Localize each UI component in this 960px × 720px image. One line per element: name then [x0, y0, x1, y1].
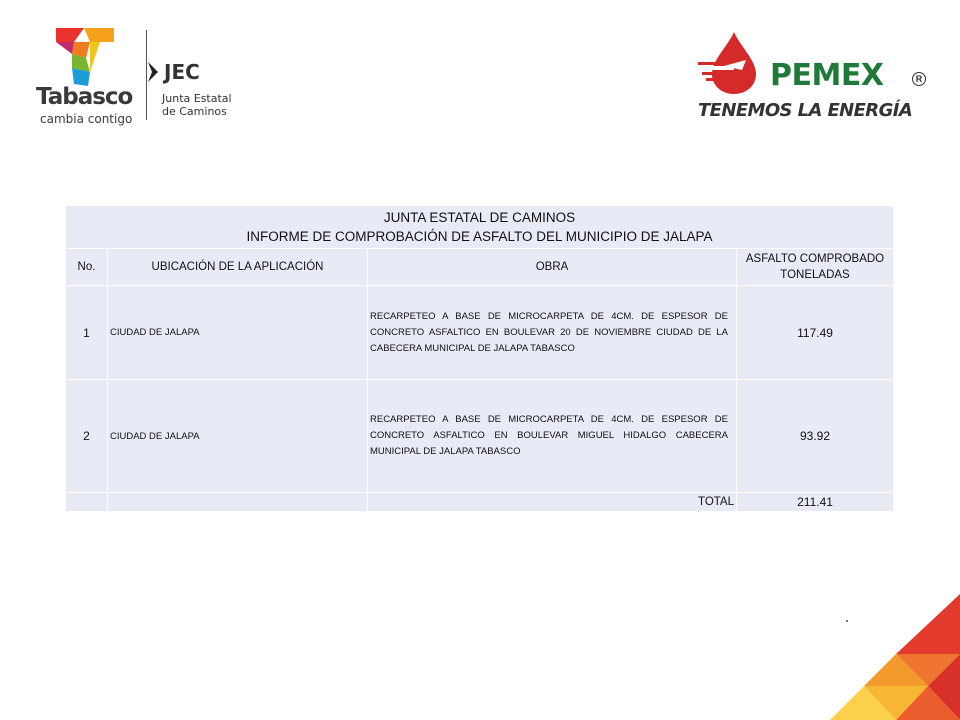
total-row — [66, 493, 894, 512]
jec-fullname — [162, 92, 232, 118]
header-ubicacion: UBICACIÓN DE LA APLICACIÓN — [108, 249, 368, 286]
empty-cell — [66, 493, 108, 512]
header-asfalto-line2: TONELADAS — [780, 269, 850, 281]
tabasco-t-mark-icon — [50, 24, 120, 90]
row-toneladas: 93.92 — [737, 380, 894, 493]
row-obra: RECARPETEO A BASE DE MICROCARPETA DE 4CM. DE ESPESOR DE CONCRETO ASFALTICO EN BOULEVAR 20 DE NOVIEMBRE CIUDAD DE LA CABECERA MUNICIPAL DE JALAPA TABASCO — [368, 286, 737, 380]
registered-mark: R — [912, 72, 926, 86]
header-no: No. — [66, 249, 108, 286]
tabasco-tagline: cambia contigo — [40, 112, 133, 126]
pemex-eagle-drop-icon — [698, 30, 770, 96]
asphalt-report-table — [66, 206, 894, 512]
table-header-row — [66, 249, 894, 286]
tabasco-logo — [30, 24, 142, 124]
header-asfalto — [737, 249, 894, 286]
empty-cell — [108, 493, 368, 512]
header-obra: OBRA — [368, 249, 737, 286]
table-row — [66, 380, 894, 493]
table-row — [66, 286, 894, 380]
pemex-tagline: TENEMOS LA ENERGÍA — [698, 100, 913, 121]
row-toneladas: 117.49 — [737, 286, 894, 380]
report-subtitle: INFORME DE COMPROBACIÓN DE ASFALTO DEL MUNICIPIO DE JALAPA — [246, 229, 713, 244]
total-value: 211.41 — [737, 493, 894, 512]
jec-arrow-icon — [146, 60, 160, 84]
pemex-wordmark: PEMEX — [770, 58, 884, 93]
jec-line1: Junta Estatal — [162, 92, 232, 105]
row-number: 1 — [66, 286, 108, 380]
report-title-block — [66, 206, 894, 249]
jec-logo — [146, 60, 246, 124]
total-label: TOTAL — [368, 493, 737, 512]
row-obra: RECARPETEO A BASE DE MICROCARPETA DE 4CM. DE ESPESOR DE CONCRETO ASFALTICO EN BOULEVAR MIGUEL HIDALGO CABECERA MUNICIPAL DE JALAPA TABASCO — [368, 380, 737, 493]
corner-decoration — [830, 594, 960, 720]
report-title: JUNTA ESTATAL DE CAMINOS — [383, 210, 576, 225]
row-ubicacion: CIUDAD DE JALAPA — [108, 286, 368, 380]
header-asfalto-line1: ASFALTO COMPROBADO — [745, 253, 885, 265]
pemex-logo — [696, 30, 936, 130]
jec-line2: de Caminos — [162, 105, 227, 118]
row-ubicacion: CIUDAD DE JALAPA — [108, 380, 368, 493]
jec-acronym: JEC — [164, 60, 200, 84]
tabasco-name: Tabasco — [36, 84, 133, 110]
row-number: 2 — [66, 380, 108, 493]
